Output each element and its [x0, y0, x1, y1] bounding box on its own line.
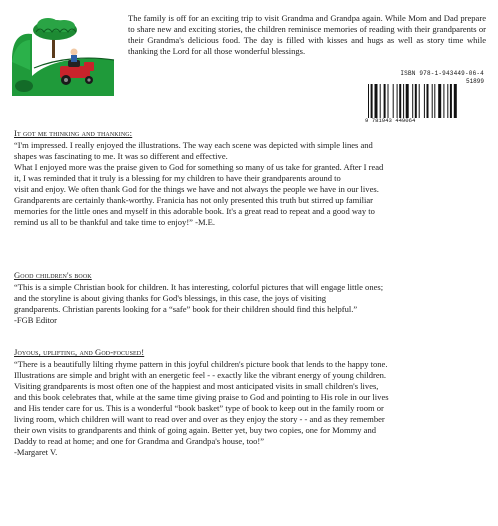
review-body: “I'm impressed. I really enjoyed the illustrations. The way each scene was depicted with simple lines and shapes was fascinating to me. It was so different and effective. What I enjoyed more was the praise given to God for something so many of us take for granted. After I read it, I was reminded that it truly is a blessing for my children to have their grandparents around to visit and enjoy. We often thank God for the things we have and not always the people we have in our lives. Grandparents are certainly thank-worthy. Franicia has not only presented this truth but stirred up familiar memories for the little ones and myself in this adorable book. It's a great read to repeat and a good way to remind us all to be thankful and take time to enjoy!” -M.E. — [14, 140, 384, 228]
review-body: “This is a simple Christian book for children. It has interesting, colorful pictures that will engage little ones; and the storyline is about giving thanks for God's blessings, in this case, the joys of visiting grandparents. Christian parents looking for a “safe” book for their children should find this helpful.” — [14, 282, 384, 315]
review-joyous-uplifting — [14, 347, 488, 458]
isbn-barcode — [362, 70, 488, 126]
review-signature: -FGB Editor — [14, 315, 57, 326]
price-code: 51899 — [465, 78, 484, 85]
barcode-bars — [368, 84, 484, 118]
review-heading: Good children's book — [14, 270, 92, 280]
cover-illustration — [10, 10, 118, 100]
review-heading: It got me thinking and thanking: — [14, 128, 133, 138]
review-good-childrens-book — [14, 270, 488, 326]
review-signature: -Margaret V. — [14, 447, 58, 458]
book-description: The family is off for an exciting trip to visit Grandma and Grandpa again. While Mom and Dad prepare to share new and exciting stories, the children reminisce memories of reading with their grandparents or their Grandma's delicious food. The day is filled with kisses and hugs as well as story time while thanking the Lord for all those wonderful blessings. — [128, 13, 486, 57]
ean-digits: 9 781943 449064 — [365, 117, 416, 124]
review-it-got-me-thinking — [14, 128, 488, 228]
isbn-number: ISBN 978-1-943449-06-4 — [400, 70, 484, 77]
review-heading: Joyous, uplifting, and God-focused! — [14, 347, 145, 357]
review-body: “There is a beautifully lilting rhyme pattern in this joyful children's picture book that lends to the happy tone. Illustrations are simple and bright with an energetic feel - - exactly like the vibrant energy of young children. Visiting grandparents is most often one of the happiest and most anticipated visits in small children's lives, and this book celebrates that, while at the same time giving praise to God and pointing to His role in our lives and His tender care for us. This is a wonderful “book basket” type of book to keep out in the family room or living room, which children will want to read over and over as they enjoy the story - - and as they remember their own visits to grandparents and think of going again. Better yet, buy two copies, one for Mommy and Daddy to read at home; and one for Grandma and Grandpa's house, too!” — [14, 359, 389, 447]
